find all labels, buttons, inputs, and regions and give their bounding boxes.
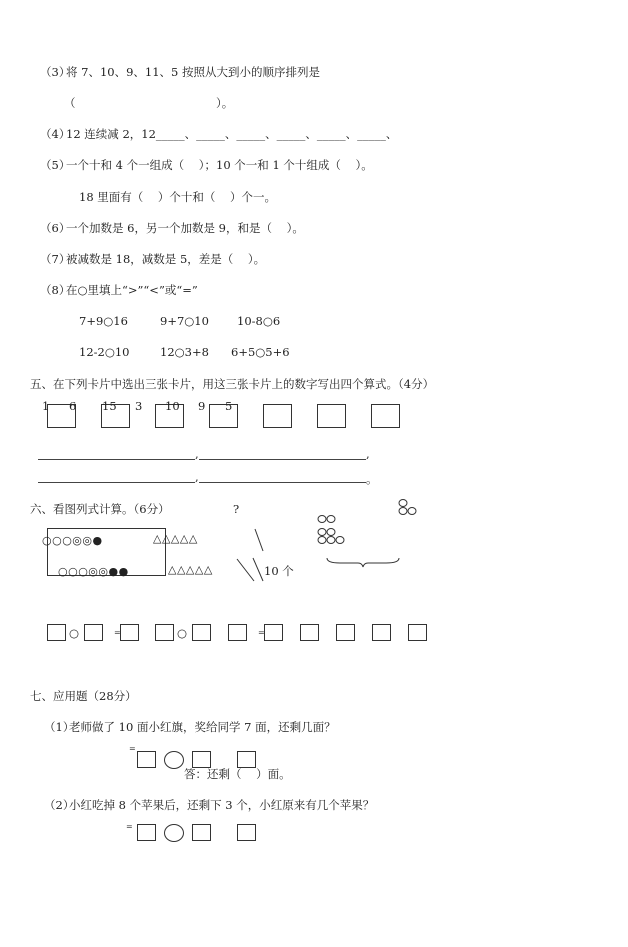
triangle-row-2: △△△△△	[168, 563, 213, 576]
q5-text: 一个十和 4 个一组成（ ）；10 个一和 1 个十组成（ ）。	[66, 158, 373, 172]
q7-text: 被减数是 18，减数是 5，差是（ ）。	[66, 252, 266, 266]
equals-sign: =	[129, 744, 136, 753]
section7-title: 七、应用题（28分）	[30, 689, 137, 703]
q1-answer: 答：还剩（ ）面。	[184, 767, 291, 781]
answer-box[interactable]	[137, 751, 156, 768]
circle-row-2: ○○○◎◎●●	[58, 565, 129, 578]
operator-circle: ○	[177, 626, 188, 640]
period: 。	[366, 472, 378, 486]
q1-text: 老师做了 10 面小红旗，奖给同学 7 面，还剩几面？	[69, 720, 336, 734]
equals-sign: =	[114, 628, 121, 637]
answer-box[interactable]	[300, 624, 319, 641]
compare-item: 7+9○16	[79, 314, 128, 328]
answer-box[interactable]	[192, 751, 211, 768]
q3-text: 将 7、10、9、11、5 按照从大到小的顺序排列是	[66, 65, 321, 79]
compare-item: 6+5○5+6	[231, 345, 290, 359]
answer-box[interactable]	[47, 624, 66, 641]
answer-box[interactable]	[192, 824, 211, 841]
answer-box[interactable]	[228, 624, 247, 641]
card-number: 1	[42, 399, 50, 413]
comma: ,	[366, 447, 370, 461]
operator-circle[interactable]	[164, 824, 184, 842]
q5-line2: 18 里面有（ ）个十和（ ）个一。	[79, 190, 277, 204]
question-mark: ?	[233, 502, 240, 516]
comma: ,	[195, 447, 199, 461]
answer-box[interactable]	[84, 624, 103, 641]
q5-label: （5）	[40, 158, 71, 172]
q8-label: （8）	[40, 283, 71, 297]
compare-item: 10-8○6	[237, 314, 281, 328]
card-number: 15	[102, 399, 117, 413]
q3-label: （3）	[40, 65, 71, 79]
card-number: 5	[225, 399, 233, 413]
q6-text: 一个加数是 6，另一个加数是 9，和是（ ）。	[66, 221, 304, 235]
answer-box[interactable]	[237, 751, 256, 768]
q7-label: （7）	[40, 252, 71, 266]
equals-sign: =	[258, 628, 265, 637]
answer-box[interactable]	[408, 624, 427, 641]
circle-row-1: ○○○◎◎●	[42, 534, 103, 547]
q4-label: （4）	[40, 127, 71, 141]
compare-item: 12-2○10	[79, 345, 130, 359]
card-number: 6	[69, 399, 77, 413]
operator-circle: ○	[69, 626, 80, 640]
answer-box[interactable]	[120, 624, 139, 641]
compare-item: 9+7○10	[160, 314, 209, 328]
q2-label: （2）	[44, 798, 75, 812]
answer-box[interactable]	[264, 624, 283, 641]
answer-box[interactable]	[137, 824, 156, 841]
card-number: 9	[198, 399, 206, 413]
card-number: 3	[135, 399, 143, 413]
compare-item: 12○3+8	[160, 345, 209, 359]
q1-label: （1）	[44, 720, 75, 734]
comma: ,	[195, 470, 199, 484]
ten-label: 10 个	[264, 564, 294, 578]
equals-sign: =	[126, 822, 133, 831]
q3-close-paren: ）。	[216, 96, 234, 110]
answer-box[interactable]	[192, 624, 211, 641]
answer-box[interactable]	[237, 824, 256, 841]
answer-box[interactable]	[155, 624, 174, 641]
triangle-row-1: △△△△△	[153, 532, 198, 545]
q2-text: 小红吃掉 8 个苹果后，还剩下 3 个，小红原来有几个苹果？	[69, 798, 375, 812]
card-number: 10	[165, 399, 180, 413]
q4-text: 12 连续减 2，12_____、_____、_____、_____、_____、_____、	[66, 127, 398, 141]
q8-text: 在○里填上“>”“<”或“=”	[66, 283, 198, 297]
answer-box[interactable]	[372, 624, 391, 641]
section5-title: 五、在下列卡片中选出三张卡片，用这三张卡片上的数字写出四个算式。（4分）	[30, 377, 435, 391]
section6-title: 六、看图列式计算。（6分）	[30, 502, 170, 516]
operator-circle[interactable]	[164, 751, 184, 769]
answer-box[interactable]	[336, 624, 355, 641]
q6-label: （6）	[40, 221, 71, 235]
q3-open-paren: （	[64, 96, 76, 110]
